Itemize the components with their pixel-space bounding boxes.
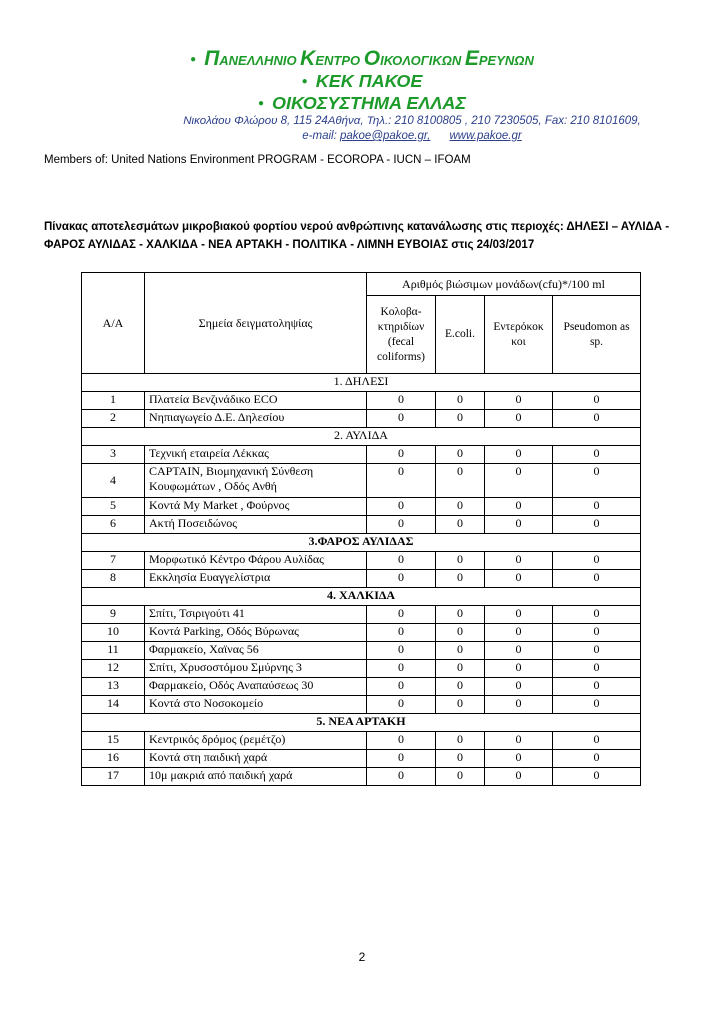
entero-value: 0 (485, 392, 553, 410)
table-row (82, 624, 641, 642)
section-row (82, 374, 641, 392)
page-number: 2 (358, 950, 366, 964)
row-number: 1 (82, 392, 145, 410)
sampling-point: Νηπιαγωγείο Δ.Ε. Δηλεσίου (145, 410, 367, 428)
fecal-value: 0 (367, 410, 436, 428)
fecal-value: 0 (367, 498, 436, 516)
org-subtitle (0, 92, 724, 114)
fecal-value: 0 (367, 392, 436, 410)
table-row (82, 570, 641, 588)
sampling-point: Κεντρικός δρόμος (ρεμέτζο) (145, 732, 367, 750)
table-row (82, 732, 641, 750)
row-number: 15 (82, 732, 145, 750)
entero-value: 0 (485, 498, 553, 516)
ecoli-value: 0 (436, 392, 485, 410)
row-number: 4 (82, 464, 145, 498)
header-row-1 (82, 273, 641, 296)
ecoli-value: 0 (436, 464, 485, 498)
fecal-value: 0 (367, 642, 436, 660)
row-number: 5 (82, 498, 145, 516)
row-number: 9 (82, 606, 145, 624)
pseudo-value: 0 (553, 552, 641, 570)
pseudo-value: 0 (553, 446, 641, 464)
org-name-initial: Π (204, 47, 220, 70)
row-number: 2 (82, 410, 145, 428)
org-name-rest: ΑΝΕΛΛΗΝΙΟ (219, 53, 301, 68)
table-row (82, 498, 641, 516)
entero-value: 0 (485, 464, 553, 498)
fecal-value: 0 (367, 606, 436, 624)
pseudo-value: 0 (553, 570, 641, 588)
section-row (82, 428, 641, 446)
org-full-name (0, 48, 724, 70)
pseudo-value: 0 (553, 750, 641, 768)
entero-value: 0 (485, 768, 553, 786)
table-row (82, 768, 641, 786)
entero-value: 0 (485, 660, 553, 678)
col-header-ecoli: E.coli. (436, 296, 485, 374)
sampling-point: Κοντά στη παιδική χαρά (145, 750, 367, 768)
ecoli-value: 0 (436, 516, 485, 534)
fecal-value: 0 (367, 464, 436, 498)
org-name-initial: Ε (464, 47, 479, 70)
table-row (82, 750, 641, 768)
address-line: Νικολάου Φλώρου 8, 115 24Αθήνα, Τηλ.: 210 8100805 , 210 7230505, Fax: 210 8101609, (183, 115, 641, 127)
ecoli-value: 0 (436, 498, 485, 516)
members-line: Members of: United Nations Environment PROGRAM - ECOROPA - IUCN – IFOAM (44, 154, 471, 166)
ecoli-value: 0 (436, 732, 485, 750)
website-link[interactable]: www.pakoe.gr (449, 130, 522, 142)
bullet-icon: ● (301, 75, 308, 87)
ecoli-value: 0 (436, 750, 485, 768)
sampling-point: Πλατεία Βενζινάδικο ECO (145, 392, 367, 410)
results-table-body (82, 273, 641, 786)
entero-value: 0 (485, 642, 553, 660)
table-row (82, 446, 641, 464)
pseudo-value: 0 (553, 768, 641, 786)
table-row (82, 660, 641, 678)
row-number: 6 (82, 516, 145, 534)
section-title: 1. ΔΗΛΕΣΙ (82, 374, 641, 392)
col-header-point: Σημεία δειγματοληψίας (145, 273, 367, 374)
org-name-rest: ΕΝΤΡΟ (315, 53, 364, 68)
table-row (82, 516, 641, 534)
fecal-value: 0 (367, 678, 436, 696)
ecoli-value: 0 (436, 410, 485, 428)
fecal-value: 0 (367, 660, 436, 678)
fecal-value: 0 (367, 750, 436, 768)
entero-value: 0 (485, 624, 553, 642)
table-row (82, 606, 641, 624)
pseudo-value: 0 (553, 606, 641, 624)
letterhead (0, 48, 724, 144)
entero-value: 0 (485, 446, 553, 464)
sampling-point: Ακτή Ποσειδώνος (145, 516, 367, 534)
row-number: 12 (82, 660, 145, 678)
section-row (82, 588, 641, 606)
sampling-point: 10μ μακριά από παιδική χαρά (145, 768, 367, 786)
sampling-point: CAPTAIN, Βιομηχανική Σύνθεση Κουφωμάτων , Οδός Ανθή (145, 464, 367, 498)
row-number: 14 (82, 696, 145, 714)
table-row (82, 464, 641, 498)
sampling-point: Κοντά My Market , Φούρνος (145, 498, 367, 516)
table-row (82, 552, 641, 570)
fecal-value: 0 (367, 624, 436, 642)
ecoli-value: 0 (436, 570, 485, 588)
section-title: 4. ΧΑΛΚΙΔΑ (82, 588, 641, 606)
col-header-aa: Α/Α (82, 273, 145, 374)
col-header-pseudo: Pseudomon as sp. (553, 296, 641, 374)
pseudo-value: 0 (553, 660, 641, 678)
row-number: 16 (82, 750, 145, 768)
ecoli-value: 0 (436, 678, 485, 696)
sampling-point: Εκκλησία Ευαγγελίστρια (145, 570, 367, 588)
sampling-point: Κοντά Parking, Οδός Βύρωνας (145, 624, 367, 642)
org-name-rest: ΙΚΟΛΟΓΙΚΩΝ (380, 53, 465, 68)
pseudo-value: 0 (553, 392, 641, 410)
email-line (100, 129, 724, 144)
section-title: 5. ΝΕΑ ΑΡΤΑΚΗ (82, 714, 641, 732)
entero-value: 0 (485, 516, 553, 534)
bullet-icon: ● (190, 53, 197, 65)
fecal-value: 0 (367, 516, 436, 534)
bullet-icon: ● (258, 97, 265, 109)
ecoli-value: 0 (436, 660, 485, 678)
row-number: 11 (82, 642, 145, 660)
org-name-text (204, 47, 534, 71)
entero-value: 0 (485, 750, 553, 768)
col-header-fecal: Κολοβα-κτηριδίων (fecal coliforms) (367, 296, 436, 374)
row-number: 8 (82, 570, 145, 588)
pseudo-value: 0 (553, 498, 641, 516)
email-label: e-mail: (302, 130, 340, 142)
fecal-value: 0 (367, 552, 436, 570)
pseudo-value: 0 (553, 410, 641, 428)
entero-value: 0 (485, 552, 553, 570)
pseudo-value: 0 (553, 732, 641, 750)
pseudo-value: 0 (553, 624, 641, 642)
row-number: 7 (82, 552, 145, 570)
entero-value: 0 (485, 606, 553, 624)
entero-value: 0 (485, 732, 553, 750)
ecoli-value: 0 (436, 696, 485, 714)
contact-block (100, 114, 724, 144)
org-short-text: ΚΕΚ ΠΑΚΟΕ (315, 70, 423, 91)
org-short-name (0, 70, 724, 92)
sampling-point: Σπίτι, Χρυσοστόμου Σμύρνης 3 (145, 660, 367, 678)
table-row (82, 410, 641, 428)
section-title: 2. ΑΥΛΙΔΑ (82, 428, 641, 446)
sampling-point: Τεχνική εταιρεία Λέκκας (145, 446, 367, 464)
org-name-initial: Ο (363, 47, 381, 70)
section-title: 3.ΦΑΡΟΣ ΑΥΛΙΔΑΣ (82, 534, 641, 552)
row-number: 3 (82, 446, 145, 464)
table-caption: Πίνακας αποτελεσμάτων μικροβιακού φορτίου νερού ανθρώπινης κατανάλωσης στις περιοχές: ΔΗΛΕΣΙ – ΑΥΛΙΔΑ - ΦΑΡΟΣ ΑΥΛΙΔΑΣ - ΧΑΛΚΙΔΑ - ΝΕΑ ΑΡΤΑΚΗ - ΠΟΛΙΤΙΚΑ - ΛΙΜΝΗ ΕΥΒΟΙΑΣ στις 24/03/2017 (44, 221, 670, 251)
results-table (81, 272, 641, 786)
ecoli-value: 0 (436, 446, 485, 464)
entero-value: 0 (485, 410, 553, 428)
fecal-value: 0 (367, 570, 436, 588)
ecoli-value: 0 (436, 624, 485, 642)
col-header-entero: Εντερόκοκ κοι (485, 296, 553, 374)
fecal-value: 0 (367, 446, 436, 464)
table-row (82, 678, 641, 696)
sampling-point: Μορφωτικό Κέντρο Φάρου Αυλίδας (145, 552, 367, 570)
org-name-initial: Κ (300, 47, 316, 70)
col-header-group: Αριθμός βιώσιμων μονάδων(cfu)*/100 ml (367, 273, 641, 296)
ecoli-value: 0 (436, 606, 485, 624)
pseudo-value: 0 (553, 642, 641, 660)
table-row (82, 642, 641, 660)
org-name-rest: ΡΕΥΝΩΝ (478, 53, 534, 68)
pseudo-value: 0 (553, 464, 641, 498)
row-number: 13 (82, 678, 145, 696)
entero-value: 0 (485, 678, 553, 696)
row-number: 17 (82, 768, 145, 786)
fecal-value: 0 (367, 732, 436, 750)
table-row (82, 696, 641, 714)
pseudo-value: 0 (553, 678, 641, 696)
sampling-point: Φαρμακείο, Χαϊνας 56 (145, 642, 367, 660)
ecoli-value: 0 (436, 768, 485, 786)
fecal-value: 0 (367, 696, 436, 714)
section-row (82, 534, 641, 552)
ecoli-value: 0 (436, 552, 485, 570)
entero-value: 0 (485, 696, 553, 714)
pseudo-value: 0 (553, 516, 641, 534)
row-number: 10 (82, 624, 145, 642)
fecal-value: 0 (367, 768, 436, 786)
ecoli-value: 0 (436, 642, 485, 660)
pseudo-value: 0 (553, 696, 641, 714)
org-sub-text: ΟΙΚΟΣΥΣΤΗΜΑ ΕΛΛΑΣ (272, 92, 466, 113)
email-link[interactable]: pakoe@pakoe.gr, (339, 130, 431, 142)
sampling-point: Σπίτι, Τσιριγούτι 41 (145, 606, 367, 624)
sampling-point: Κοντά στο Νοσοκομείο (145, 696, 367, 714)
section-row (82, 714, 641, 732)
sampling-point: Φαρμακείο, Οδός Αναπαύσεως 30 (145, 678, 367, 696)
entero-value: 0 (485, 570, 553, 588)
table-row (82, 392, 641, 410)
